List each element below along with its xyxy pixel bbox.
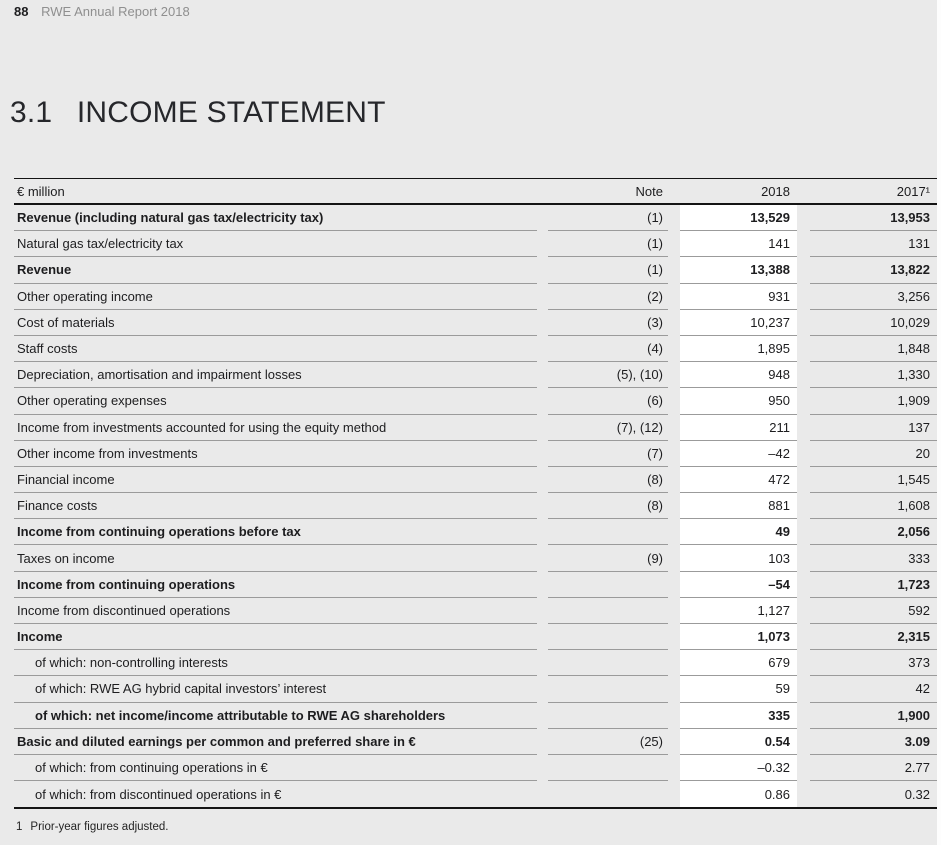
row-note: (8) — [548, 493, 668, 519]
row-value-2017: 13,822 — [810, 257, 938, 283]
column-gap — [537, 310, 548, 336]
column-gap — [797, 231, 810, 257]
report-title: RWE Annual Report 2018 — [41, 4, 190, 19]
row-value-2017: 131 — [810, 231, 938, 257]
row-value-2017: 2,315 — [810, 624, 938, 650]
column-gap — [537, 415, 548, 441]
row-label: Income from continuing operations before tax — [14, 519, 537, 545]
column-gap — [668, 755, 680, 781]
row-label: Taxes on income — [14, 545, 537, 571]
column-gap — [668, 545, 680, 571]
column-gap — [797, 650, 810, 676]
row-label: Income from discontinued operations — [14, 598, 537, 624]
row-label: of which: from discontinued operations in € — [35, 786, 282, 802]
row-value-2018: 679 — [680, 650, 797, 676]
table-row — [14, 336, 938, 362]
row-value-2017: 3,256 — [810, 284, 938, 310]
row-value-2017: 1,723 — [810, 572, 938, 598]
column-gap — [668, 781, 680, 807]
table-row — [14, 493, 938, 519]
column-gap — [537, 729, 548, 755]
column-gap — [668, 205, 680, 231]
table-row — [14, 624, 938, 650]
row-note: (1) — [548, 257, 668, 283]
column-gap — [668, 179, 680, 205]
row-label: Basic and diluted earnings per common and preferred share in € — [14, 729, 537, 755]
income-statement-table — [14, 178, 938, 809]
row-label: Other operating income — [14, 284, 537, 310]
footnote-marker: 1 — [16, 821, 23, 833]
column-gap — [797, 415, 810, 441]
row-value-2018: 0.54 — [680, 729, 797, 755]
row-value-2018: 0.86 — [680, 781, 797, 807]
column-gap — [668, 310, 680, 336]
row-value-2017: 1,545 — [810, 467, 938, 493]
column-gap — [668, 257, 680, 283]
row-value-2017: 137 — [810, 415, 938, 441]
column-gap — [537, 624, 548, 650]
column-gap — [797, 703, 810, 729]
column-gap — [797, 467, 810, 493]
row-label: Financial income — [14, 467, 537, 493]
table-row — [14, 572, 938, 598]
row-note — [548, 781, 668, 807]
column-gap — [668, 519, 680, 545]
column-gap — [668, 388, 680, 414]
column-gap — [668, 650, 680, 676]
row-value-2017: 3.09 — [810, 729, 938, 755]
section-title — [10, 96, 386, 130]
row-note: (9) — [548, 545, 668, 571]
row-value-2018: 10,237 — [680, 310, 797, 336]
column-gap — [537, 493, 548, 519]
column-gap — [537, 703, 548, 729]
row-value-2018: 948 — [680, 362, 797, 388]
table-row — [14, 467, 938, 493]
column-gap — [797, 781, 810, 807]
column-gap — [668, 493, 680, 519]
table-row — [14, 519, 938, 545]
column-gap — [537, 231, 548, 257]
row-value-2018: 49 — [680, 519, 797, 545]
column-gap — [797, 310, 810, 336]
row-label: of which: RWE AG hybrid capital investors’ interest — [14, 676, 537, 702]
row-value-2018: 141 — [680, 231, 797, 257]
row-value-2018: 472 — [680, 467, 797, 493]
table-row — [14, 729, 938, 755]
column-gap — [537, 467, 548, 493]
column-gap — [668, 598, 680, 624]
row-value-2018: 881 — [680, 493, 797, 519]
table-row — [14, 310, 938, 336]
row-value-2017: 1,900 — [810, 703, 938, 729]
table-row — [14, 703, 938, 729]
column-gap — [537, 676, 548, 702]
row-note: (8) — [548, 467, 668, 493]
row-note: (4) — [548, 336, 668, 362]
column-gap — [797, 179, 810, 205]
row-value-2017: 42 — [810, 676, 938, 702]
column-gap — [797, 284, 810, 310]
column-gap — [537, 755, 548, 781]
row-label: Revenue — [14, 257, 537, 283]
page-number: 88 — [14, 4, 29, 19]
column-gap — [797, 598, 810, 624]
row-label: Income from investments accounted for using the equity method — [14, 415, 537, 441]
table-row — [14, 388, 938, 414]
row-label: Other operating expenses — [14, 388, 537, 414]
row-note — [548, 755, 668, 781]
table-row — [14, 415, 938, 441]
row-value-2017: 20 — [810, 441, 938, 467]
column-gap — [668, 624, 680, 650]
column-gap — [797, 388, 810, 414]
column-gap — [797, 362, 810, 388]
table-row — [14, 284, 938, 310]
row-label: Finance costs — [14, 493, 537, 519]
column-gap — [537, 545, 548, 571]
table-row — [14, 676, 938, 702]
column-gap — [537, 388, 548, 414]
row-value-2018: 335 — [680, 703, 797, 729]
row-label: of which: net income/income attributable to RWE AG shareholders — [14, 703, 537, 729]
section-number: 3.1 — [10, 96, 53, 129]
row-value-2018: 211 — [680, 415, 797, 441]
column-gap — [537, 336, 548, 362]
row-note — [548, 703, 668, 729]
column-gap — [797, 493, 810, 519]
column-gap — [668, 572, 680, 598]
column-gap — [668, 362, 680, 388]
row-note — [548, 624, 668, 650]
table-row — [14, 598, 938, 624]
row-value-2017: 373 — [810, 650, 938, 676]
row-label: Depreciation, amortisation and impairment losses — [14, 362, 537, 388]
column-gap — [797, 755, 810, 781]
row-value-2018: –54 — [680, 572, 797, 598]
column-gap — [537, 519, 548, 545]
row-label: Staff costs — [14, 336, 537, 362]
row-label: of which: from continuing operations in € — [14, 755, 537, 781]
row-note — [548, 676, 668, 702]
column-gap — [797, 336, 810, 362]
column-gap — [797, 519, 810, 545]
row-note: (3) — [548, 310, 668, 336]
row-note — [548, 650, 668, 676]
table-header-row — [14, 179, 938, 205]
row-value-2018: 950 — [680, 388, 797, 414]
table-row — [14, 257, 938, 283]
row-value-2017: 1,608 — [810, 493, 938, 519]
footnote-text: Prior-year figures adjusted. — [30, 821, 169, 833]
row-note: (6) — [548, 388, 668, 414]
table-row — [14, 545, 938, 571]
table-row — [14, 231, 938, 257]
row-value-2017: 2.77 — [810, 755, 938, 781]
column-gap — [537, 572, 548, 598]
column-gap — [668, 231, 680, 257]
row-note: (5), (10) — [548, 362, 668, 388]
section-title-text: INCOME STATEMENT — [76, 96, 386, 129]
row-value-2017: 1,330 — [810, 362, 938, 388]
row-value-2017: 0.32 — [904, 786, 930, 802]
row-note — [548, 598, 668, 624]
column-header-unit: € million — [14, 179, 537, 205]
row-value-2018: 59 — [680, 676, 797, 702]
row-note: (2) — [548, 284, 668, 310]
row-value-2017: 1,848 — [810, 336, 938, 362]
row-label: Cost of materials — [14, 310, 537, 336]
row-note: (7) — [548, 441, 668, 467]
column-gap — [668, 441, 680, 467]
row-note — [548, 519, 668, 545]
column-gap — [668, 729, 680, 755]
column-header-2018: 2018 — [680, 179, 797, 205]
row-value-2018: 13,529 — [680, 205, 797, 231]
row-value-2018: 103 — [680, 545, 797, 571]
footnote — [16, 821, 168, 833]
table-row — [14, 362, 938, 388]
column-gap — [668, 676, 680, 702]
row-value-2017: 333 — [810, 545, 938, 571]
column-gap — [537, 441, 548, 467]
row-value-2017: 2,056 — [810, 519, 938, 545]
column-gap — [537, 650, 548, 676]
row-label: Other income from investments — [14, 441, 537, 467]
column-gap — [537, 362, 548, 388]
page-header — [14, 4, 190, 19]
row-label: Revenue (including natural gas tax/electricity tax) — [14, 205, 537, 231]
table-row — [14, 781, 938, 807]
column-gap — [668, 703, 680, 729]
column-gap — [797, 676, 810, 702]
column-gap — [537, 284, 548, 310]
column-gap — [537, 781, 548, 807]
column-gap — [668, 415, 680, 441]
column-gap — [797, 572, 810, 598]
row-note — [548, 572, 668, 598]
column-gap — [797, 545, 810, 571]
table-row — [14, 205, 938, 231]
row-label: Income — [14, 624, 537, 650]
column-gap — [797, 257, 810, 283]
row-label: Natural gas tax/electricity tax — [14, 231, 537, 257]
row-label: of which: non-controlling interests — [14, 650, 537, 676]
column-gap — [537, 257, 548, 283]
page-right-edge — [937, 0, 941, 845]
column-gap — [537, 598, 548, 624]
row-value-2018: –42 — [680, 441, 797, 467]
row-value-2017: 13,953 — [810, 205, 938, 231]
row-label: Income from continuing operations — [14, 572, 537, 598]
column-header-2017: 2017¹ — [810, 179, 938, 205]
column-gap — [797, 441, 810, 467]
row-value-2018: 1,895 — [680, 336, 797, 362]
row-value-2017: 1,909 — [810, 388, 938, 414]
column-gap — [668, 284, 680, 310]
row-note: (7), (12) — [548, 415, 668, 441]
row-value-2018: 931 — [680, 284, 797, 310]
column-gap — [537, 179, 548, 205]
table-row — [14, 441, 938, 467]
row-note: (1) — [548, 205, 668, 231]
column-gap — [537, 205, 548, 231]
row-value-2017: 592 — [810, 598, 938, 624]
column-gap — [668, 336, 680, 362]
table-row — [14, 650, 938, 676]
row-value-2018: 13,388 — [680, 257, 797, 283]
column-gap — [797, 624, 810, 650]
row-value-2017: 10,029 — [810, 310, 938, 336]
column-gap — [797, 205, 810, 231]
table-row — [14, 755, 938, 781]
column-gap — [668, 467, 680, 493]
column-header-note: Note — [548, 179, 668, 205]
row-value-2018: 1,127 — [680, 598, 797, 624]
column-gap — [797, 729, 810, 755]
row-value-2018: 1,073 — [680, 624, 797, 650]
row-value-2018: –0.32 — [680, 755, 797, 781]
row-note: (25) — [548, 729, 668, 755]
row-note: (1) — [548, 231, 668, 257]
